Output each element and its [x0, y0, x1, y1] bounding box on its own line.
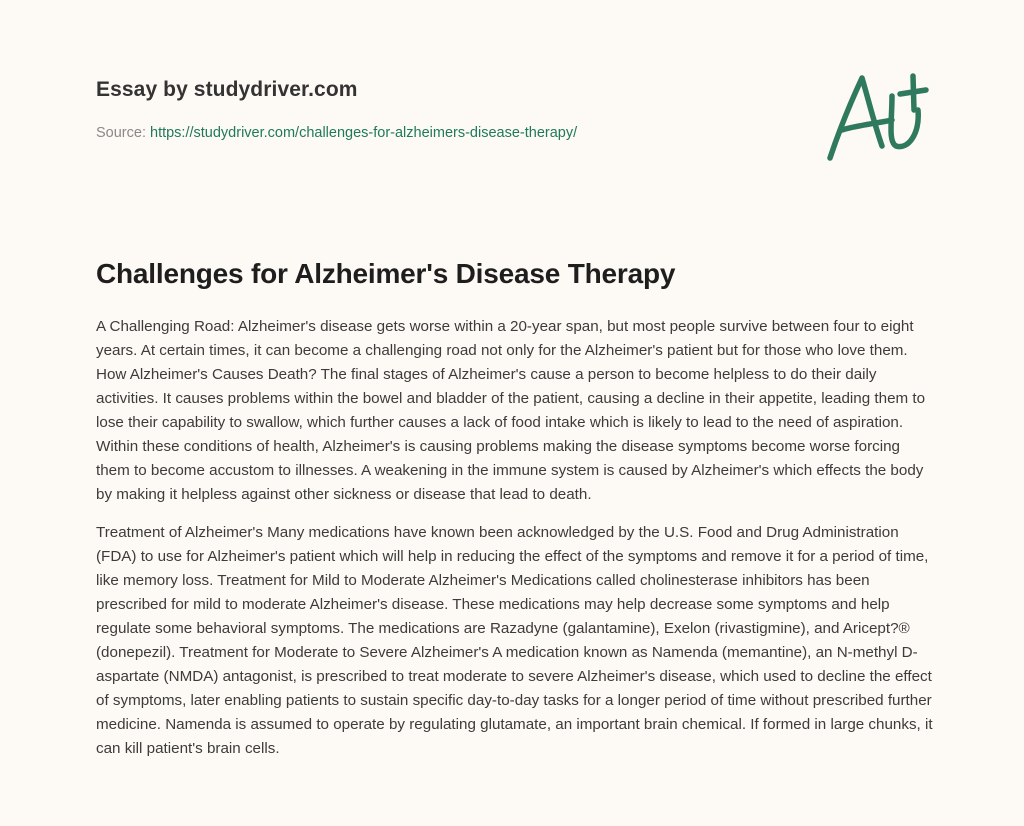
essay-title: Challenges for Alzheimer's Disease Therapy [96, 258, 676, 289]
essay-paragraph: A Challenging Road: Alzheimer's disease gets worse within a 20-year span, but most people survive between four to eight years. At certain times, it can become a challenging road not only for the Alzheimer's patient but for those who love them. How Alzheimer's Causes Death? The final stages of Alzheimer's cause a person to become helpless to do their daily activities. It causes problems within the bowel and bladder of the patient, causing a decline in their appetite, leading them to lose their capability to swallow, which further causes a lack of food intake which is likely to lead to the need of aspiration. Within these conditions of health, Alzheimer's is causing problems making the disease symptoms become worse forcing them to become accustom to illnesses. A weakening in the immune system is caused by Alzheimer's which effects the body by making it helpless against other sickness or disease that lead to death. [96, 318, 926, 503]
a-plus-grade-icon [822, 68, 932, 164]
essay-body [96, 315, 936, 775]
source-link[interactable]: https://studydriver.com/challenges-for-alzheimers-disease-therapy/ [150, 125, 578, 141]
brand-title: Essay by studydriver.com [96, 78, 358, 101]
source-line [96, 123, 696, 143]
essay-header [96, 76, 696, 143]
source-label: Source: [96, 125, 150, 141]
essay-paragraph: Treatment of Alzheimer's Many medications have known been acknowledged by the U.S. Food and Drug Administration (FDA) to use for Alzheimer's patient which will help in reducing the effect of the symptoms and remove it for a period of time, like memory loss. Treatment for Mild to Moderate Alzheimer's Medications called cholinesterase inhibitors has been prescribed for mild to moderate Alzheimer's disease. These medications may help decrease some symptoms and help regulate some behavioral symptoms. The medications are Razadyne (galantamine), Exelon (rivastigmine), and Aricept?® (donepezil). Treatment for Moderate to Severe Alzheimer's A medication known as Namenda (memantine), an N-methyl D-aspartate (NMDA) antagonist, is prescribed to treat moderate to severe Alzheimer's disease, which used to decline the effect of symptoms, later enabling patients to sustain specific day-to-day tasks for a longer period of time without prescribed further medicine. Namenda is assumed to operate by regulating glutamate, an important brain chemical. If formed in large chunks, it can kill patient's brain cells. [96, 524, 933, 757]
